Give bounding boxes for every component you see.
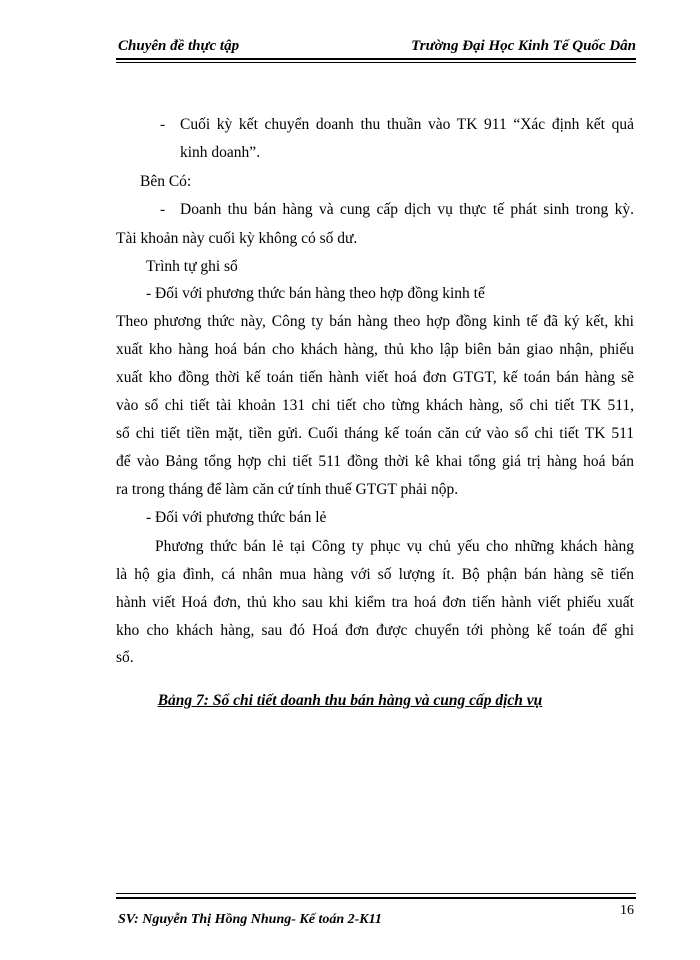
- para1-line1: Theo phương thức này, Công ty bán hàng theo hợp đồng kinh tế đã ký kết, khi: [116, 313, 634, 330]
- para2-line2: là hộ gia đình, cá nhân mua hàng với số lượng ít. Bộ phận bán hàng sẽ tiến: [116, 566, 634, 583]
- footer-rule-thick: [116, 897, 636, 899]
- para1-line2: xuất kho hàng hoá bán cho khách hàng, thủ kho lập biên bản giao nhận, phiếu: [116, 341, 634, 358]
- header-rule-thin: [116, 62, 636, 63]
- bullet-dash-1: -: [160, 116, 166, 133]
- method2-heading: - Đối với phương thức bán lẻ: [146, 509, 327, 526]
- page-number: 16: [620, 903, 634, 918]
- header-rule: [116, 58, 636, 60]
- no-balance-text: Tài khoản này cuối kỳ không có số dư.: [116, 230, 358, 247]
- footer-left: SV: Nguyễn Thị Hồng Nhung- Kế toán 2-K11: [118, 912, 382, 927]
- para2-line3: hành viết Hoá đơn, thủ kho sau khi kiểm tra hoá đơn tiến hành viết phiếu xuất: [116, 594, 634, 611]
- trinh-tu-heading: Trình tự ghi sổ: [146, 258, 238, 275]
- para2-line1: Phương thức bán lẻ tại Công ty phục vụ chủ yếu cho những khách hàng: [155, 538, 634, 555]
- bullet-dash-2: -: [160, 201, 166, 218]
- ben-co-label: Bên Có:: [140, 173, 192, 190]
- para1-line3: xuất kho đồng thời kế toán tiến hành viết hoá đơn GTGT, kế toán bán hàng sẽ: [116, 369, 634, 386]
- para1-line6: để vào Bảng tổng hợp chi tiết 511 đồng thời kê khai tổng giá trị hàng hoá bán: [116, 453, 634, 470]
- header-left: Chuyên đề thực tập: [118, 38, 240, 54]
- method1-heading: - Đối với phương thức bán hàng theo hợp đồng kinh tế: [146, 285, 485, 302]
- item1-line2: kinh doanh”.: [180, 144, 261, 161]
- para1-line5: sổ chi tiết tiền mặt, tiền gửi. Cuối tháng kế toán căn cứ vào sổ chi tiết TK 511: [116, 425, 634, 442]
- para2-line5: sổ.: [116, 649, 134, 666]
- table-caption: Bảng 7: Sổ chi tiết doanh thu bán hàng và cung cấp dịch vụ: [157, 692, 543, 709]
- item1-line1: Cuối kỳ kết chuyển doanh thu thuần vào TK 911 “Xác định kết quả: [180, 116, 634, 133]
- footer-rule: [116, 893, 636, 894]
- header-right: Trường Đại Học Kinh Tế Quốc Dân: [411, 38, 636, 54]
- para1-line4: vào sổ chi tiết tài khoản 131 chi tiết cho từng khách hàng, sổ chi tiết TK 511,: [116, 397, 634, 414]
- para1-line7: ra trong tháng để làm căn cứ tính thuế GTGT phải nộp.: [116, 481, 459, 498]
- para2-line4: kho cho khách hàng, sau đó Hoá đơn được chuyển tới phòng kế toán để ghi: [116, 622, 634, 639]
- item2-text: Doanh thu bán hàng và cung cấp dịch vụ thực tế phát sinh trong kỳ.: [180, 201, 634, 218]
